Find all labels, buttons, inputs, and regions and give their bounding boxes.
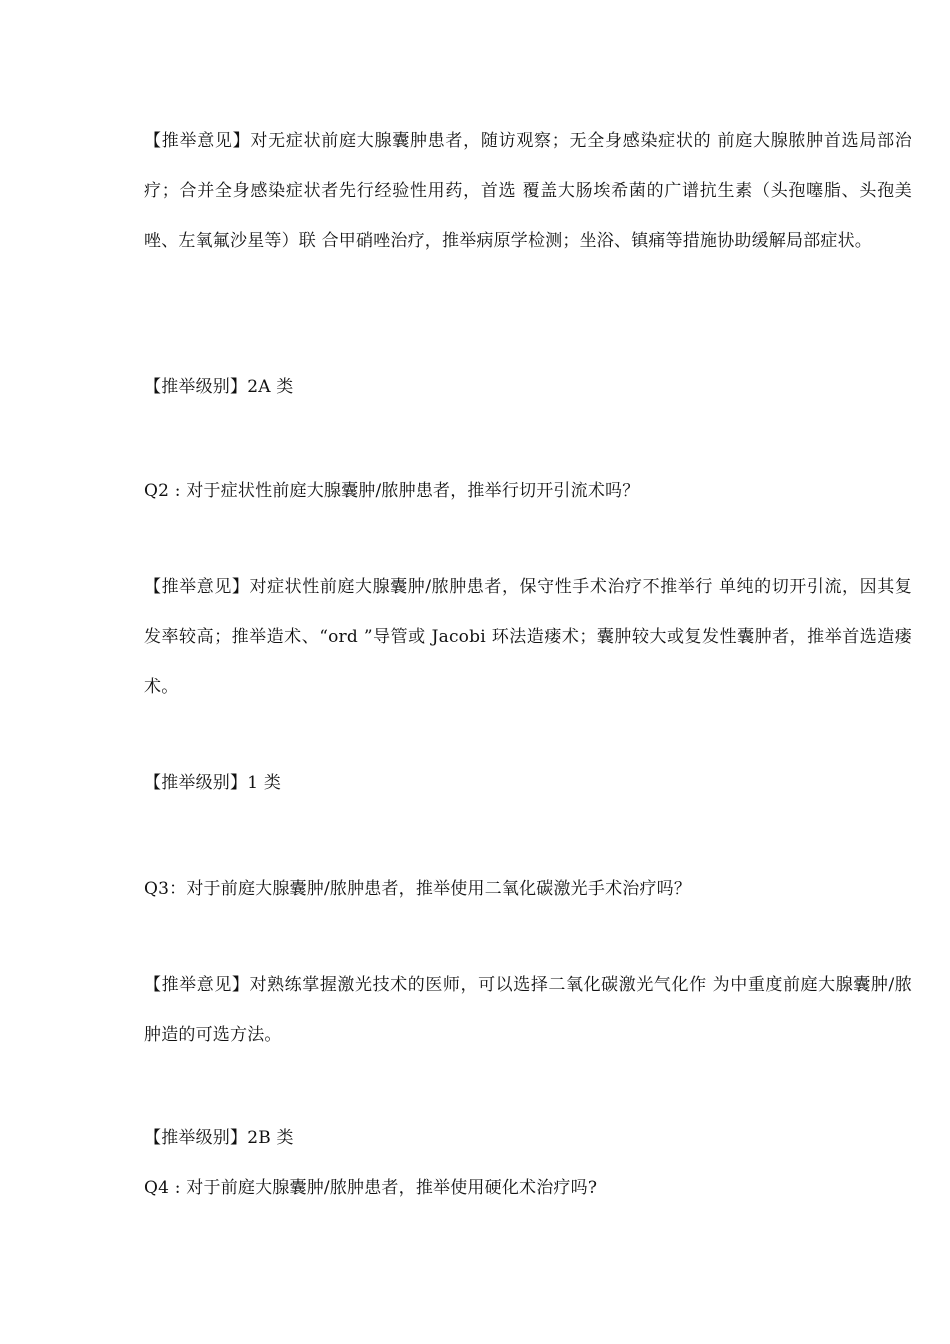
recommendation-level-3: 【推举级别】2B 类 [144,1128,294,1148]
question-q3: Q3：对于前庭大腺囊肿/脓肿患者，推举使用二氧化碳激光手术治疗吗？ [144,879,692,899]
recommendation-level-2: 【推举级别】1 类 [144,773,282,793]
document-page [144,0,912,1344]
recommendation-opinion-1: 【推举意见】对无症状前庭大腺囊肿患者，随访观察；无全身感染症状的 前庭大腺脓肿首选局部治疗；合并全身感染症状者先行经验性用药，首选 覆盖大肠埃希菌的广谱抗生素（头孢噻脂、头孢美唑、左氧氟沙星等）联 合甲硝唑治疗，推举病原学检测；坐浴、镇痛等措施协助缓解局部症状。 [144,131,912,251]
question-q2: Q2 : 对于症状性前庭大腺囊肿/脓肿患者，推举行切开引流术吗？ [144,481,640,501]
question-q4: Q4 : 对于前庭大腺囊肿/脓肿患者，推举使用硬化术治疗吗? [144,1178,598,1198]
recommendation-level-1: 【推举级别】2A 类 [144,377,294,397]
recommendation-opinion-2: 【推举意见】对症状性前庭大腺囊肿/脓肿患者，保守性手术治疗不推举行 单纯的切开引流，因其复发率较高；推举造术、“ord ”导管或 Jacobi 环法造瘘术；囊肿较大或复发性囊肿者，推举首选造瘘术。 [144,577,912,697]
recommendation-opinion-3: 【推举意见】对熟练掌握激光技术的医师，可以选择二氧化碳激光气化作 为中重度前庭大腺囊肿/脓肿造的可选方法。 [144,975,912,1045]
